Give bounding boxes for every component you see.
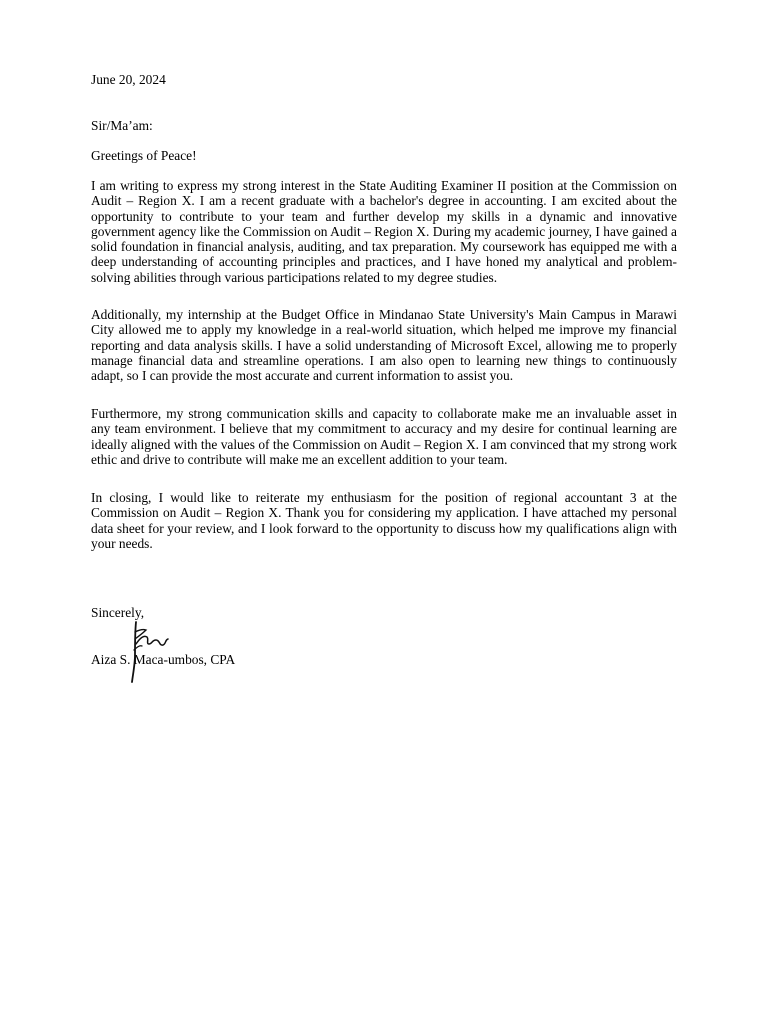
- signer-name: Aiza S. Maca-umbos, CPA: [91, 652, 236, 667]
- greeting: Greetings of Peace!: [91, 148, 197, 163]
- body-paragraph-2: Additionally, my internship at the Budget Office in Mindanao State University's Main Campus in Marawi City allowed me to apply my knowledge in a real-world situation, which helped me improve my financial reporting and data analysis skills. I have a solid understanding of Microsoft Excel, allowing me to properly manage financial data and streamline operations. I am also open to learning new things to continuously adapt, so I can provide the most accurate and current information to assist you.: [91, 307, 677, 384]
- closing: Sincerely,: [91, 605, 145, 620]
- handwritten-signature: [126, 620, 170, 684]
- salutation: Sir/Ma’am:: [91, 118, 153, 133]
- body-paragraph-4: In closing, I would like to reiterate my enthusiasm for the position of regional accountant 3 at the Commission on Audit – Region X. Thank you for considering my application. I have attached my personal data sheet for your review, and I look forward to the opportunity to discuss how my qualifications align with your needs.: [91, 490, 677, 551]
- letter-date: June 20, 2024: [91, 72, 166, 87]
- body-paragraph-3: Furthermore, my strong communication skills and capacity to collaborate make me an invaluable asset in any team environment. I believe that my commitment to accuracy and my desire for continual learning are ideally aligned with the values of the Commission on Audit – Region X. I am convinced that my strong work ethic and drive to contribute will make me an excellent addition to your team.: [91, 406, 677, 467]
- body-paragraph-1: I am writing to express my strong interest in the State Auditing Examiner II position at the Commission on Audit – Region X. I am a recent graduate with a bachelor's degree in accounting. I am excited about the opportunity to contribute to your team and further develop my skills in a dynamic and innovative government agency like the Commission on Audit – Region X. During my academic journey, I have gained a solid foundation in financial analysis, auditing, and tax preparation. My coursework has equipped me with a deep understanding of accounting principles and practices, and I have honed my analytical and problem-solving abilities through various participations related to my degree studies.: [91, 178, 677, 285]
